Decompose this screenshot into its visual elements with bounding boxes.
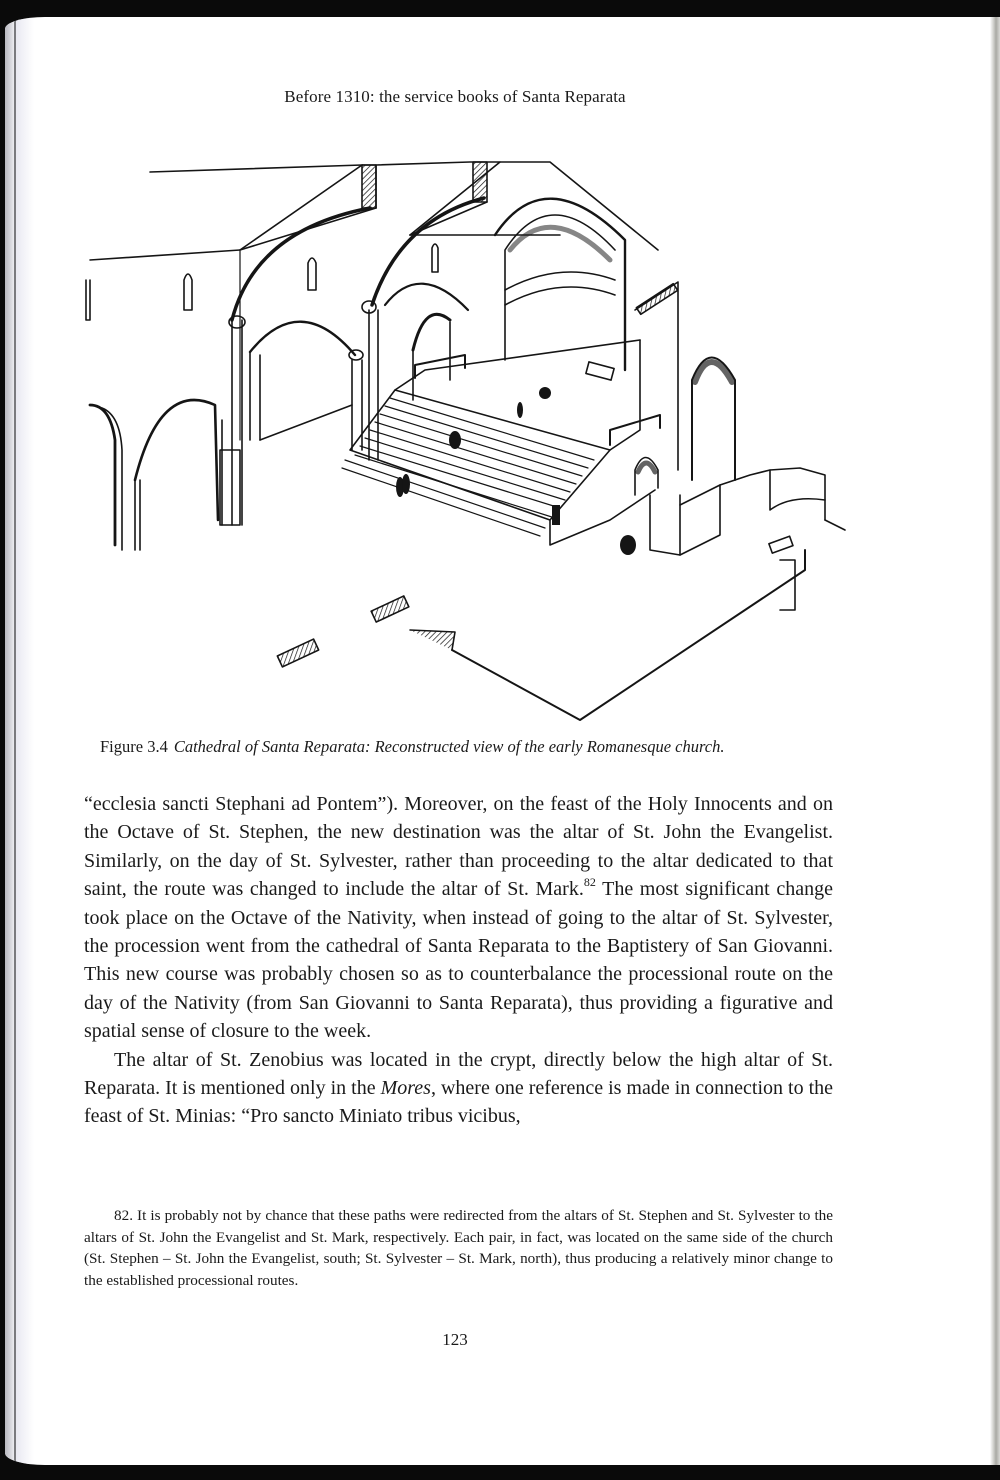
footnote-82 (84, 1205, 833, 1291)
page-stack-edge (990, 17, 1000, 1465)
footnote-ref-82[interactable]: 82 (583, 875, 596, 890)
paragraph-2-text: The altar of St. Zenobius was located in the crypt, directly below the high altar of St. Reparata. It is mentioned only in the (84, 1048, 833, 1100)
figure-caption-text: Cathedral of Santa Reparata: Reconstructed view of the early Romanesque church. (173, 737, 725, 756)
figure-caption (100, 737, 725, 757)
italic-title-mores: Mores (380, 1077, 431, 1100)
figure-illustration (80, 150, 850, 730)
paragraph-1 (84, 790, 833, 1046)
cathedral-drawing (80, 150, 850, 730)
page-number: 123 (442, 1330, 468, 1349)
footnote-number: 82. (114, 1207, 133, 1224)
paragraph-2 (84, 1046, 833, 1131)
paragraph-2-continued: , where one reference is made in connection to the feast of St. Minias: “Pro sancto Miniato tribus vicibus, (84, 1077, 834, 1128)
paragraph-1-text: “ecclesia sancti Stephani ad Pontem”). Moreover, on the feast of the Holy Innocents and on the Octave of St. Stephen, the new destination was the altar of St. John the Evangelist. Similarly, on the day of St. Sylvester, rather than proceeding to the altar dedicated to that saint, the route was changed to include the altar of St. Mark. (84, 793, 833, 901)
running-head: Before 1310: the service books of Santa Reparata (284, 87, 626, 106)
figure-label: Figure 3.4 (100, 737, 168, 756)
body-text (84, 790, 833, 1131)
paragraph-1-continued: The most significant change took place on the Octave of the Nativity, when instead of going to the altar of St. Sylvester, the procession went from the cathedral of Santa Reparata to the Baptistery of San Giovanni. This new course was probably chosen so as to counterbalance the processional route on the day of the Nativity (from San Giovanni to Santa Reparata), thus providing a figurative and spatial sense of closure to the week. (84, 878, 833, 1043)
footnote-text: It is probably not by chance that these paths were redirected from the altars of St. Stephen and St. Sylvester to the altars of St. John the Evangelist and St. Mark, respectively. Each pair, in fact, was located on the same side of the church (St. Stephen – St. John the Evangelist, south; St. Sylvester – St. Mark, north), thus producing a relatively minor change to the established processional routes. (84, 1207, 833, 1289)
gutter-fade (16, 17, 34, 1465)
